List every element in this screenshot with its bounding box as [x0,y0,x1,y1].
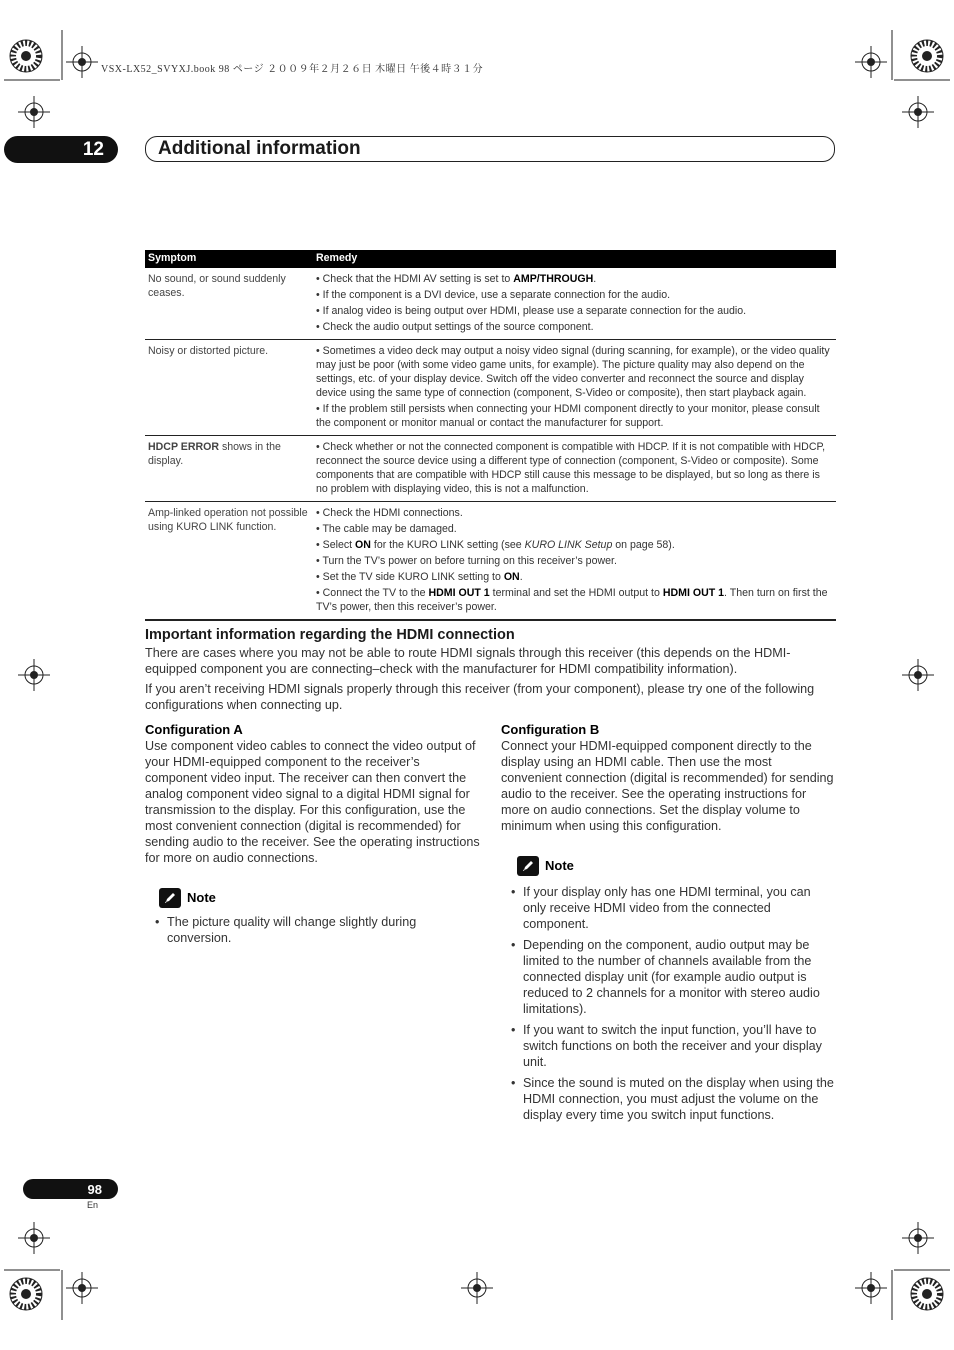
config-a-title: Configuration A [145,722,243,737]
remedy-emphasis: AMP/THROUGH [513,273,594,285]
remedy-line [316,344,833,400]
section-intro [145,645,837,717]
chapter-number: 12 [82,138,104,160]
symptom-text: No sound, or sound suddenly ceases. [148,273,286,299]
chapter-title-box [145,136,835,162]
chapter-number-tab [4,136,118,163]
remedy-line [316,522,833,536]
table-row [145,502,836,621]
remedy-emphasis: ON [503,571,520,583]
config-a-note-heading [159,888,480,908]
remedy-line [316,304,833,318]
table-row [145,268,836,340]
remedy-emphasis: HDMI OUT 1 [428,587,490,599]
remedy-text: • If analog video is being output over HDMI, please use a separate connection for the audio. [316,305,747,317]
remedy-text: . [519,571,523,583]
remedy-line [316,506,833,520]
symptom-text: Amp-linked operation not possible using KURO LINK function. [148,507,308,533]
remedy-cell [313,502,836,621]
remedy-emphasis: HDMI OUT 1 [662,587,725,599]
remedy-line [316,272,833,286]
remedy-text: for the KURO LINK setting (see [370,539,525,551]
pencil-icon [517,856,539,876]
table-header-row [145,250,836,268]
note-item: • If your display only has one HDMI terminal, you can only receive HDMI video from the connected component. [501,884,836,932]
page-number: 98 [87,1181,102,1197]
note-item: • Since the sound is muted on the display when using the HDMI connection, you must adjust the volume on the display every time you switch input functions. [501,1075,836,1123]
remedy-text: • If the problem still persists when connecting your HDMI component directly to your monitor, please consult the component or monitor manual or contact the manufacturer for support. [316,403,820,429]
note-label: Note [545,858,574,873]
remedy-reference: KURO LINK Setup [524,539,613,551]
intro-paragraph: There are cases where you may not be able to route HDMI signals through this receiver (this depends on the HDMI-equipped component you are connecting–check with the manufacturer for HDMI compatibility information). [145,646,791,676]
config-b-note-heading [517,856,836,876]
symptom-cell [145,340,313,436]
remedy-text: • Sometimes a video deck may output a noisy video signal (during scanning, for example), or the video quality may just be poor (with some video game units, for example). The picture quality may also depend on the settings, etc. of your display device. Switch off the video converter and reconnect the source and display device using the same type of connection (component, S-Video or composite), then start playback again. [316,345,830,399]
remedy-line [316,570,833,584]
remedy-text: • The cable may be damaged. [316,523,457,535]
remedy-cell [313,436,836,502]
remedy-cell [313,268,836,340]
note-item: • If you want to switch the input function, you’ll have to switch functions on both the receiver and your display unit. [501,1022,836,1070]
remedy-text: • Check the HDMI connections. [316,507,463,519]
config-b-title: Configuration B [501,722,600,737]
remedy-line [316,440,833,496]
symptom-bold: HDCP ERROR [148,441,220,453]
note-label: Note [187,890,216,905]
symptom-cell [145,268,313,340]
config-a-column [145,722,480,951]
remedy-line [316,320,833,334]
remedy-text: . Then turn on first the TV’s power, then this receiver’s power. [316,587,828,613]
remedy-line [316,586,833,614]
config-b-column [501,722,836,1128]
intro-paragraph: If you aren’t receiving HDMI signals properly through this receiver (from your component), please try one of the following configurations when connecting up. [145,682,815,712]
symptom-cell [145,436,313,502]
troubleshooting-table [145,250,836,621]
config-a-notes [145,914,480,946]
remedy-emphasis: ON [355,539,371,551]
symptom-text: Noisy or distorted picture. [148,345,269,357]
remedy-line [316,538,833,552]
section-title: Important information regarding the HDMI connection [145,627,515,643]
remedy-text: • Check that the HDMI AV setting is set to [316,273,514,285]
pencil-icon [159,888,181,908]
page-language: En [87,1200,99,1210]
remedy-text: • Turn the TV’s power on before turning on this receiver’s power. [316,555,617,567]
page-number-tab [23,1179,118,1199]
chapter-title: Additional information [158,138,361,159]
remedy-text: on page 58). [612,539,675,551]
remedy-cell [313,340,836,436]
remedy-text: • Select [316,539,356,551]
remedy-text: terminal and set the HDMI output to [489,587,663,599]
remedy-text: • Check the audio output settings of the source component. [316,321,594,333]
remedy-line [316,554,833,568]
note-item: • The picture quality will change slightly during conversion. [145,914,480,946]
symptom-text: shows in the display. [148,441,281,467]
symptom-header: Symptom [145,250,313,268]
print-header: VSX-LX52_SVYXJ.book 98 ページ ２００９年２月２６日 木曜日 午後４時３１分 [101,64,484,75]
remedy-text: • Check whether or not the connected component is compatible with HDCP. If it is not compatible with HDCP, reconnect the source device using a different type of connection (component, S-Video or composite). Some components that are compatible with HDCP still cause this message to be displayed, but so long as there is no problem with displaying video, this is not a malfunction. [316,441,826,495]
config-a-text: Use component video cables to connect the video output of your HDMI-equipped component to the receiver’s component video input. The receiver can then convert the analog component video signal to a digital HDMI signal for transmission to the display. For this configuration, use the most convenient connection (digital is recommended) for sending audio to the receiver. See the operating instructions for more on audio connections. [145,739,480,865]
table-row [145,340,836,436]
symptom-cell [145,502,313,621]
config-b-notes [501,884,836,1123]
table-row [145,436,836,502]
note-item: • Depending on the component, audio output may be limited to the number of channels available from the connected display unit (for example audio output is reduced to 2 channels for a monitor with stereo audio limitations). [501,937,836,1017]
remedy-header: Remedy [313,250,836,268]
remedy-text: • Set the TV side KURO LINK setting to [316,571,504,583]
config-b-text: Connect your HDMI-equipped component directly to the display using an HDMI cable. Then use the most convenient connection (digital is recommended) for sending audio to the receiver. See the operating instructions for more on audio connections. Set the display volume to minimum when using this configuration. [501,739,834,833]
remedy-text: . [593,273,597,285]
remedy-line [316,288,833,302]
table-body [145,268,836,620]
remedy-text: • If the component is a DVI device, use a separate connection for the audio. [316,289,671,301]
remedy-text: • Connect the TV to the [316,587,429,599]
remedy-line [316,402,833,430]
